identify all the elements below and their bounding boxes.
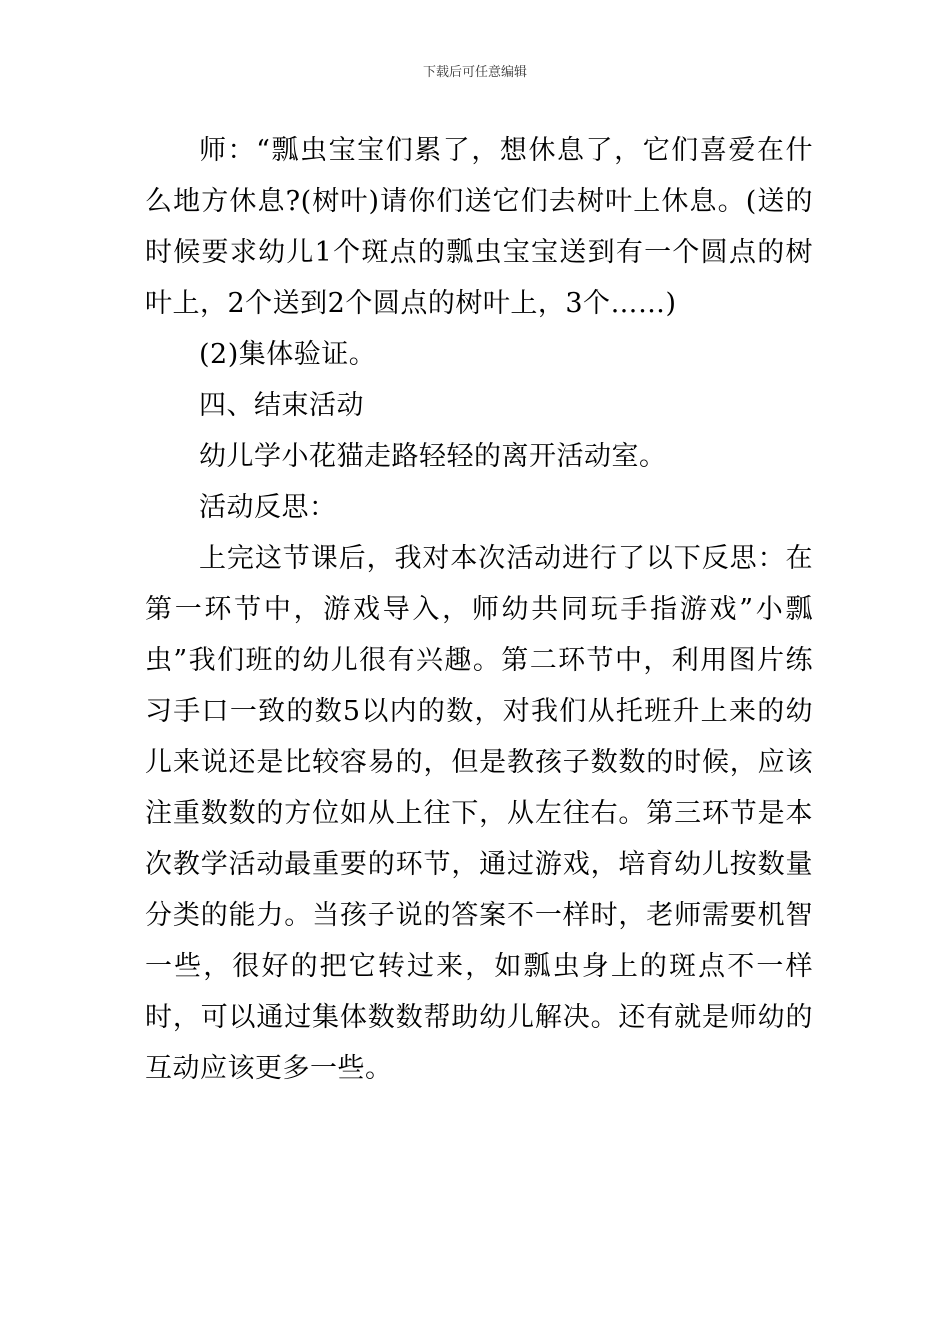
paragraph-leave-room: 幼儿学小花猫走路轻轻的离开活动室。 <box>199 441 667 472</box>
paragraph-reflection: 上完这节课后，我对本次活动进行了以下反思：在第一环节中，游戏导入，师幼共同玩手指游戏”小瓢虫”我们班的幼儿很有兴趣。第二环节中，利用图片练习手口一致的数5以内的数，对我们从托班升上来的幼儿来说还是比较容易的，但是教孩子数数的时候，应该注重数数的方位如从上往下，从左往右。第三环节是本次教学活动最重要的环节，通过游戏，培育幼儿按数量分类的能力。当孩子说的答案不一样时，老师需要机智一些，很好的把它转过来，如瓢虫身上的斑点不一样时，可以通过集体数数帮助幼儿解决。还有就是师幼的互动应该更多一些。 <box>145 543 813 1084</box>
paragraph-teacher-instruction: 师：“瓢虫宝宝们累了，想休息了，它们喜爱在什么地方休息?(树叶)请你们送它们去树叶上休息。(送的时候要求幼儿1个斑点的瓢虫宝宝送到有一个圆点的树叶上，2个送到2个圆点的树叶上，3个……) <box>145 135 813 319</box>
page-header: 下载后可任意编辑 <box>422 65 527 80</box>
section-heading-reflection: 活动反思： <box>199 492 337 523</box>
section-heading-end-activity: 四、结束活动 <box>199 390 364 421</box>
paragraph-group-verification: (2)集体验证。 <box>199 339 377 370</box>
document-body <box>145 125 813 1094</box>
